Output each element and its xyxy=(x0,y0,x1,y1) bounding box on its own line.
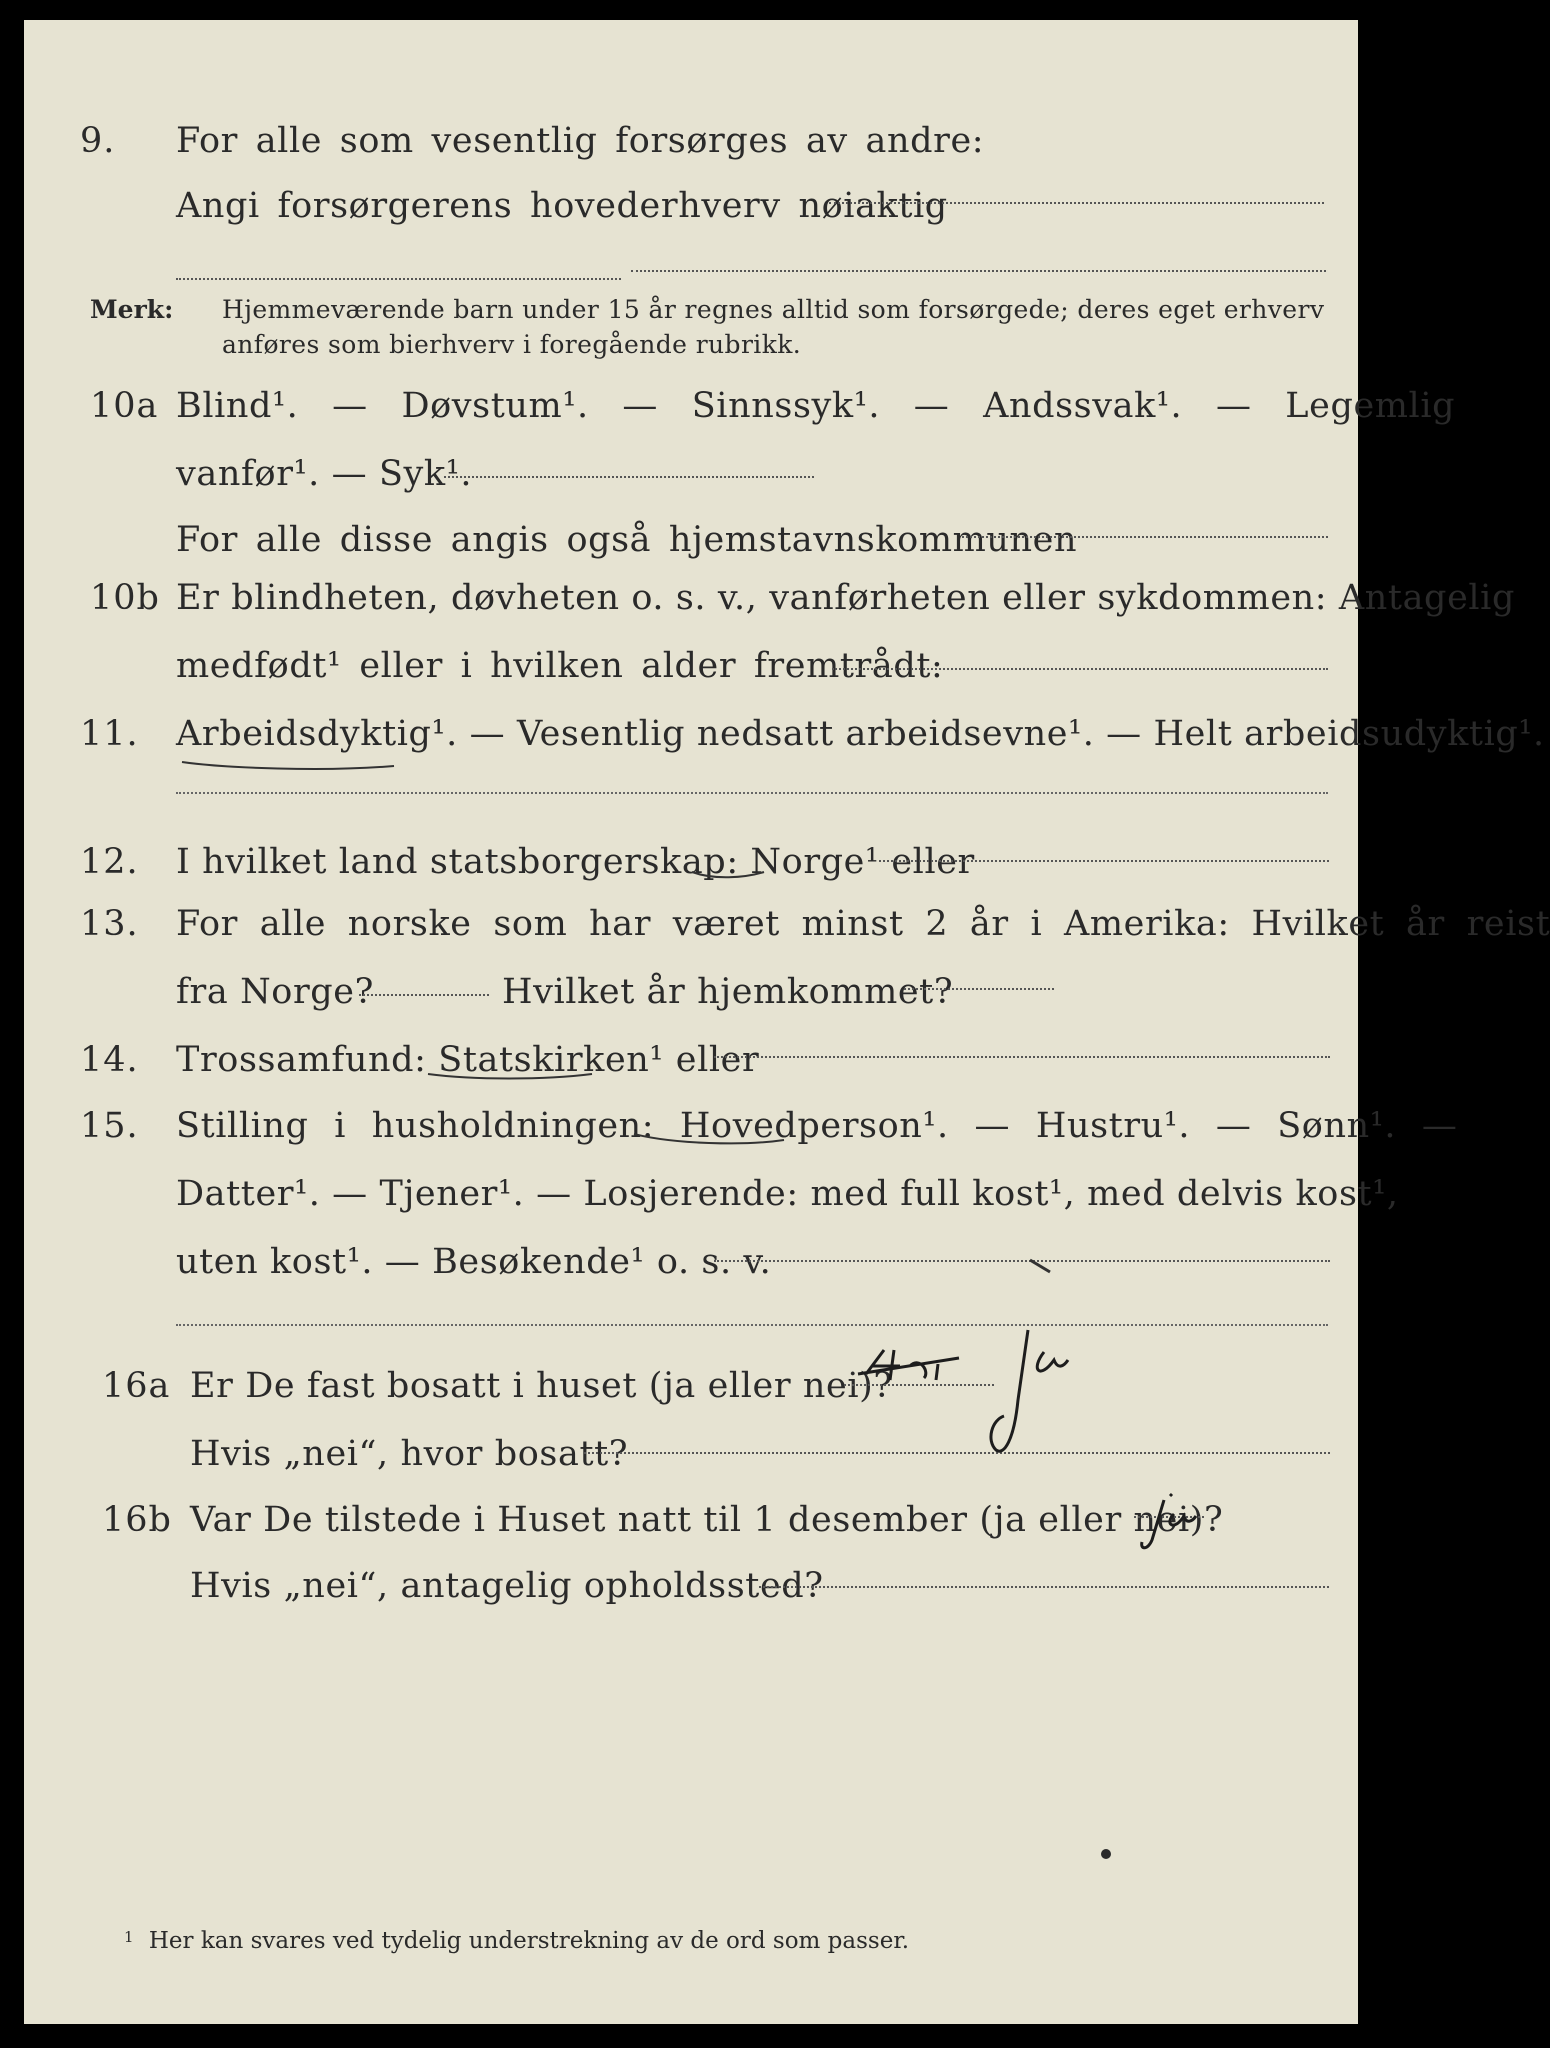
merk-text-line2: anføres som bierhverv i foregående rubrikk. xyxy=(222,330,802,359)
q16a-number: 16a xyxy=(102,1366,171,1406)
footnote xyxy=(124,1928,909,1954)
q15-text-line3: uten kost¹. — Besøkende¹ o. s. v. xyxy=(176,1242,772,1282)
q16a-bosatt-line[interactable] xyxy=(584,1452,1330,1454)
footnote-text: Her kan svares ved tydelig understrekning av de ord som passer. xyxy=(148,1928,910,1954)
q16a-row2 xyxy=(24,1428,1358,1480)
q9-row xyxy=(24,115,1358,167)
q10a-hjemstavn-line[interactable] xyxy=(962,536,1328,538)
q16b-answer-line[interactable] xyxy=(1134,1516,1204,1518)
q13-text-line2b: Hvilket år hjemkommet? xyxy=(502,972,954,1012)
q14-text-line1: Trossamfund: Statskirken¹ eller xyxy=(176,1040,760,1080)
q13-row xyxy=(24,898,1550,950)
q10a-row3 xyxy=(24,514,1358,566)
q16b-row xyxy=(24,1494,1358,1546)
q11-number: 11. xyxy=(80,714,139,754)
q13-text-line1: For alle norske som har været minst 2 år i Amerika: Hvilket år reist xyxy=(176,904,1550,944)
q10b-number: 10b xyxy=(90,578,160,618)
q12-answer-line[interactable] xyxy=(879,860,1329,862)
q9-answer-line2a[interactable] xyxy=(176,278,621,280)
underline-arbeidsdyktig xyxy=(182,762,394,769)
q13-reist-line[interactable] xyxy=(359,994,489,996)
q9-number: 9. xyxy=(80,121,116,161)
q15-text-line2: Datter¹. — Tjener¹. — Losjerende: med full kost¹, med delvis kost¹, xyxy=(176,1174,1399,1214)
ink-dot xyxy=(1101,1849,1111,1859)
q11-row xyxy=(24,708,1545,760)
q15-row xyxy=(24,1100,1458,1152)
q10a-answer-line[interactable] xyxy=(444,476,814,478)
q10a-number: 10a xyxy=(90,386,159,426)
q10a-text-line3: For alle disse angis også hjemstavnskommunen xyxy=(176,520,1078,560)
merk-label: Merk: xyxy=(90,295,174,324)
q16a-row xyxy=(24,1360,1358,1412)
q13-number: 13. xyxy=(80,904,139,944)
q13-hjemkommet-line[interactable] xyxy=(904,988,1054,990)
q11-answer-line[interactable] xyxy=(176,792,1328,794)
q16b-text-line2: Hvis „nei“, antagelig opholdssted? xyxy=(190,1566,824,1606)
q10a-row xyxy=(24,380,1456,432)
q10a-row2 xyxy=(24,448,1358,500)
census-form-page xyxy=(24,20,1550,2024)
q10b-text-line1: Er blindheten, døvheten o. s. v., vanførheten eller sykdommen: Antagelig xyxy=(176,578,1515,618)
q9-row2 xyxy=(24,180,1358,232)
q10b-row xyxy=(24,572,1515,624)
q15-number: 15. xyxy=(80,1106,139,1146)
q10a-text-line1: Blind¹. — Døvstum¹. — Sinnssyk¹. — Andssvak¹. — Legemlig xyxy=(176,386,1456,426)
q9-answer-line2b[interactable] xyxy=(631,270,1326,272)
q16b-number: 16b xyxy=(102,1500,172,1540)
q15-answer-line[interactable] xyxy=(714,1260,1330,1262)
q14-number: 14. xyxy=(80,1040,139,1080)
q15-row3 xyxy=(24,1236,1358,1288)
q9-text-line2: Angi forsørgerens hovederhverv nøiaktig xyxy=(176,186,948,226)
q12-number: 12. xyxy=(80,842,139,882)
q10b-text-line2: medfødt¹ eller i hvilken alder fremtrådt: xyxy=(176,646,944,686)
q10b-answer-line[interactable] xyxy=(832,668,1328,670)
q15-text-line1: Stilling i husholdningen: Hovedperson¹. — Hustru¹. — Sønn¹. — xyxy=(176,1106,1458,1146)
q16a-text-line2: Hvis „nei“, hvor bosatt? xyxy=(190,1434,629,1474)
q13-text-line2a: fra Norge? xyxy=(176,972,374,1012)
q15-row2 xyxy=(24,1168,1399,1220)
merk-text-line1: Hjemmeværende barn under 15 år regnes alltid som forsørgede; deres eget erhverv xyxy=(222,295,1325,324)
q15-answer-line2[interactable] xyxy=(176,1324,1328,1326)
q11-text-line1: Arbeidsdyktig¹. — Vesentlig nedsatt arbeidsevne¹. — Helt arbeidsudyktig¹. xyxy=(176,714,1545,754)
q9-text-line1: For alle som vesentlig forsørges av andre: xyxy=(176,121,985,161)
q12-row xyxy=(24,836,1358,888)
footnote-marker: 1 xyxy=(124,1928,134,1946)
q9-answer-line[interactable] xyxy=(829,202,1324,204)
q16a-answer-line[interactable] xyxy=(844,1384,994,1386)
q14-row xyxy=(24,1034,1358,1086)
q12-text-line1: I hvilket land statsborgerskap: Norge¹ eller xyxy=(176,842,975,882)
q13-row2 xyxy=(24,966,1358,1018)
q16b-opholdssted-line[interactable] xyxy=(759,1586,1329,1588)
q10a-text-line2: vanfør¹. — Syk¹. xyxy=(176,454,473,494)
q16a-text-line1: Er De fast bosatt i huset (ja eller nei)? xyxy=(190,1366,893,1406)
q14-answer-line[interactable] xyxy=(714,1056,1330,1058)
q16b-text-line1: Var De tilstede i Huset natt til 1 desember (ja eller nei)? xyxy=(190,1500,1224,1540)
q10b-row2 xyxy=(24,640,1358,692)
